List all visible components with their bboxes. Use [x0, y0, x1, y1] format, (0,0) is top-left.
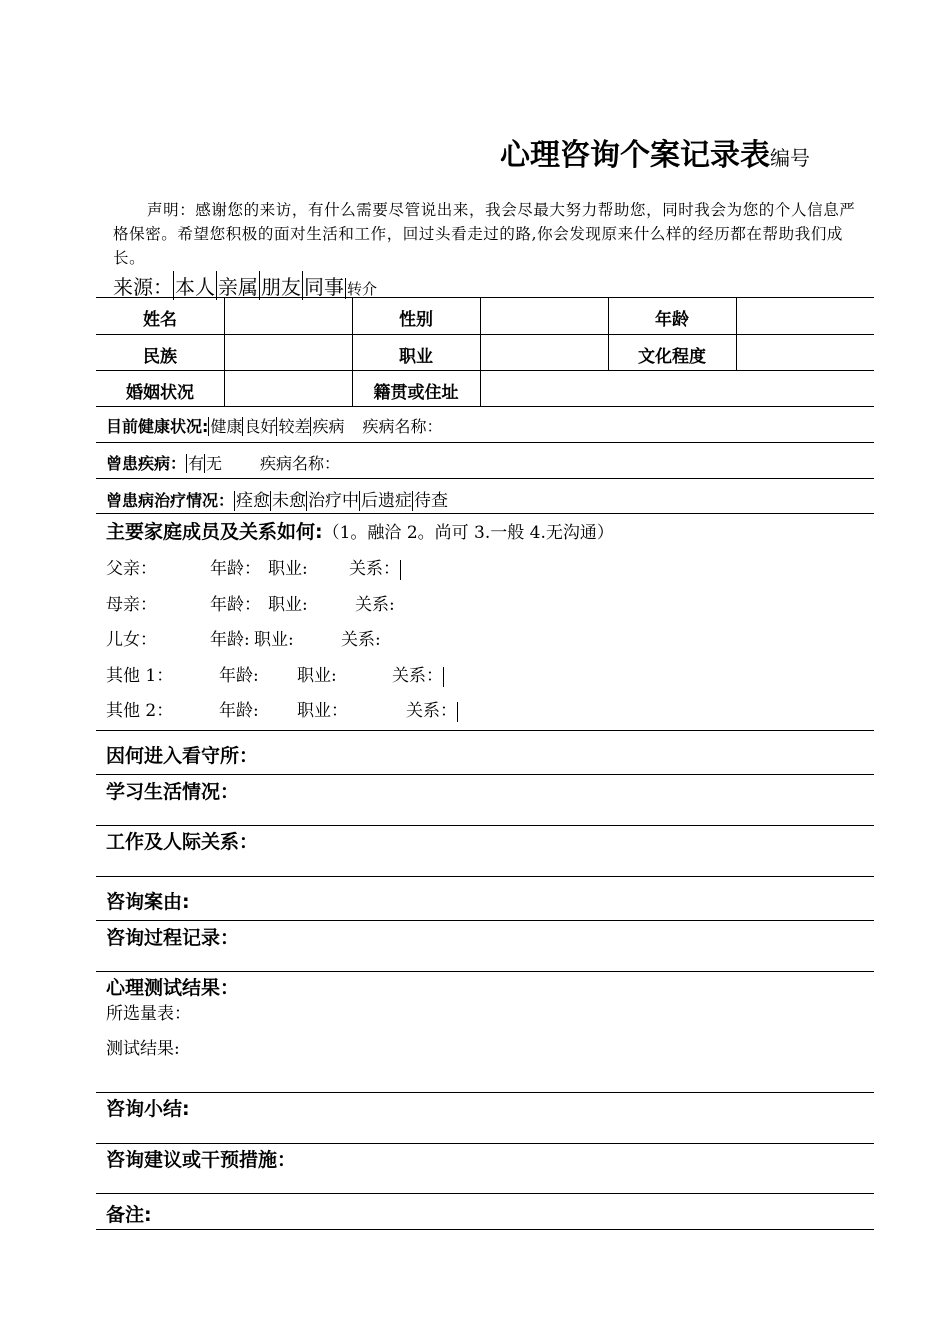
child-relation: 关系:: [341, 630, 381, 650]
health-option-poor[interactable]: 较差: [278, 417, 311, 436]
history-disease-name: 疾病名称：: [260, 454, 341, 473]
name-label: 姓名: [143, 310, 177, 330]
number-label: 编号: [770, 146, 810, 170]
father-age: 年龄：: [210, 559, 261, 579]
other1-age: 年龄:: [219, 666, 259, 686]
study-heading: 学习生活情况：: [106, 781, 240, 803]
treatment-option-pending[interactable]: 待查: [414, 491, 449, 511]
table-line: [96, 334, 874, 335]
health-label: 目前健康状况:: [106, 417, 209, 436]
treatment-row: [106, 486, 448, 511]
treatment-option-cured[interactable]: 痊愈: [236, 491, 271, 511]
advice-heading: 咨询建议或干预措施：: [106, 1149, 297, 1171]
row-line: [96, 1092, 874, 1093]
page-title: [500, 130, 810, 174]
row-line: [96, 442, 874, 443]
source-option-colleague[interactable]: 同事: [302, 271, 345, 300]
child-age: 年龄:: [210, 630, 250, 650]
table-divider: [736, 297, 737, 370]
family-label: 主要家庭成员及关系如何:: [106, 521, 323, 543]
other1-relation: [392, 661, 444, 687]
health-option-healthy[interactable]: 健康: [210, 417, 243, 436]
treatment-label: 曾患病治疗情况：: [106, 491, 235, 510]
history-label: 曾患疾病：: [106, 454, 187, 473]
family-note: （1。融洽 2。尚可 3.一般 4.无沟通）: [322, 523, 614, 543]
treatment-option-sequelae[interactable]: 后遗症: [361, 491, 413, 511]
other1-job: 职业:: [297, 666, 337, 686]
row-line: [96, 513, 874, 514]
mother-relation: 关系:: [355, 595, 395, 615]
father-label: 父亲：: [106, 559, 157, 579]
text-cursor: [443, 667, 444, 687]
treatment-option-treating[interactable]: 治疗中: [308, 491, 360, 511]
treatment-option-uncured[interactable]: 未愈: [272, 491, 307, 511]
test-result-label: 测试结果:: [106, 1039, 180, 1059]
source-row: [113, 271, 378, 300]
source-option-self[interactable]: 本人: [173, 271, 216, 300]
title-text: 心理咨询个案记录表: [500, 138, 770, 173]
table-line: [96, 406, 874, 407]
family-heading: [106, 517, 614, 544]
case-heading: 咨询案由:: [106, 891, 190, 913]
scale-label: 所选量表：: [106, 1004, 191, 1024]
statement: 声明：感谢您的来访，有什么需要尽管说出来，我会尽最大努力帮助您，同时我会为您的个人信息严格保密。希望您积极的面对生活和工作，回过头看走过的路,你会发现原来什么样的经历都在帮助我们成长。: [113, 201, 856, 267]
reason-heading: 因何进入看守所：: [106, 745, 259, 767]
health-disease-name: 疾病名称：: [362, 417, 443, 436]
hometown-label: 籍贯或住址: [373, 383, 459, 403]
health-option-ill[interactable]: 疾病: [312, 417, 345, 436]
text-cursor: [457, 702, 458, 722]
gender-label: 性别: [399, 310, 433, 330]
health-option-good[interactable]: 良好: [244, 417, 277, 436]
row-line: [96, 1229, 874, 1230]
other1-label: 其他 1：: [106, 666, 174, 686]
health-row: [106, 414, 442, 437]
text-cursor: [400, 560, 401, 580]
other2-relation-text: 关系：: [406, 701, 457, 721]
remark-heading: 备注:: [106, 1204, 152, 1226]
table-divider: [224, 297, 225, 406]
other1-relation-text: 关系：: [392, 666, 443, 686]
other2-job: 职业：: [297, 701, 348, 721]
test-heading: 心理测试结果：: [106, 977, 240, 999]
table-line: [96, 297, 874, 298]
other2-label: 其他 2：: [106, 701, 174, 721]
history-option-yes[interactable]: 有: [188, 454, 205, 473]
father-relation-text: 关系：: [349, 559, 400, 579]
education-label: 文化程度: [638, 347, 706, 367]
source-option-referral[interactable]: 转介: [347, 280, 378, 298]
marital-label: 婚姻状况: [126, 383, 194, 403]
father-job: 职业:: [268, 559, 308, 579]
row-line: [96, 1143, 874, 1144]
source-option-relative[interactable]: 亲属: [216, 271, 259, 300]
row-line: [96, 774, 874, 775]
row-line: [96, 730, 874, 731]
occupation-label: 职业: [399, 347, 433, 367]
source-label: 来源：: [113, 275, 173, 299]
ethnicity-label: 民族: [143, 347, 177, 367]
row-line: [96, 876, 874, 877]
source-option-friend[interactable]: 朋友: [259, 271, 302, 300]
father-relation: [349, 554, 401, 580]
history-row: [106, 451, 340, 474]
row-line: [96, 1193, 874, 1194]
table-line: [96, 370, 874, 371]
mother-job: 职业:: [268, 595, 308, 615]
other2-age: 年龄:: [219, 701, 259, 721]
row-line: [96, 920, 874, 921]
row-line: [96, 971, 874, 972]
other2-relation: [406, 696, 458, 722]
row-line: [96, 478, 874, 479]
work-heading: 工作及人际关系：: [106, 831, 259, 853]
age-label: 年龄: [655, 310, 689, 330]
process-heading: 咨询过程记录：: [106, 927, 240, 949]
history-option-no[interactable]: 无: [206, 454, 223, 473]
table-divider: [480, 297, 481, 406]
mother-label: 母亲：: [106, 595, 157, 615]
child-job: 职业:: [254, 630, 294, 650]
child-label: 儿女：: [106, 630, 157, 650]
summary-heading: 咨询小结:: [106, 1098, 190, 1120]
mother-age: 年龄：: [210, 595, 261, 615]
row-line: [96, 825, 874, 826]
